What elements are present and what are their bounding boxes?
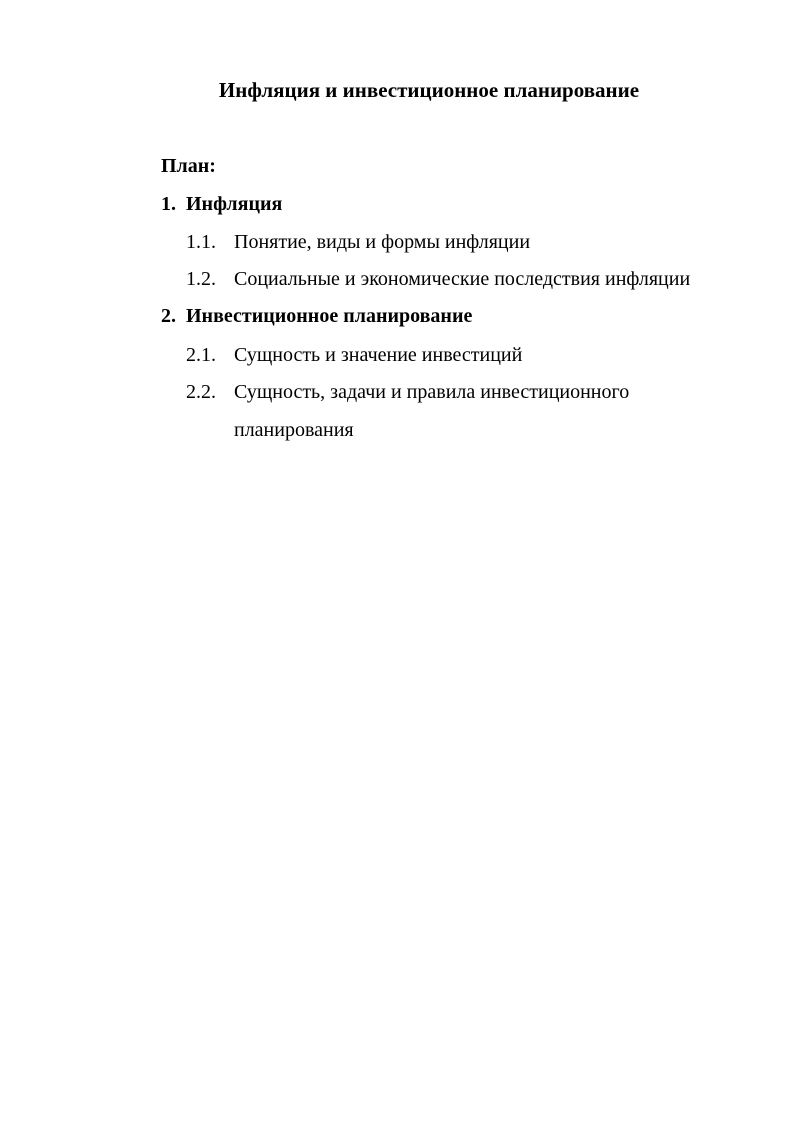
subsection-text-continuation: планирования [234,419,354,441]
section-title: Инфляция [186,193,283,215]
section-title: Инвестиционное планирование [186,305,473,327]
plan-heading: План: [161,155,216,177]
subsection-text: Сущность и значение инвестиций [234,344,523,366]
subsection-number: 2.2. [186,381,216,403]
subsection-text: Сущность, задачи и правила инвестиционного [234,381,630,403]
subsection-text: Понятие, виды и формы инфляции [234,231,531,253]
document-title: Инфляция и инвестиционное планирование [218,78,640,102]
subsection-number: 1.2. [186,268,216,290]
subsection-number: 2.1. [186,344,216,366]
section-number: 2. [161,305,176,327]
subsection-text: Социальные и экономические последствия инфляции [234,268,691,290]
subsection-number: 1.1. [186,231,216,253]
section-number: 1. [161,193,176,215]
